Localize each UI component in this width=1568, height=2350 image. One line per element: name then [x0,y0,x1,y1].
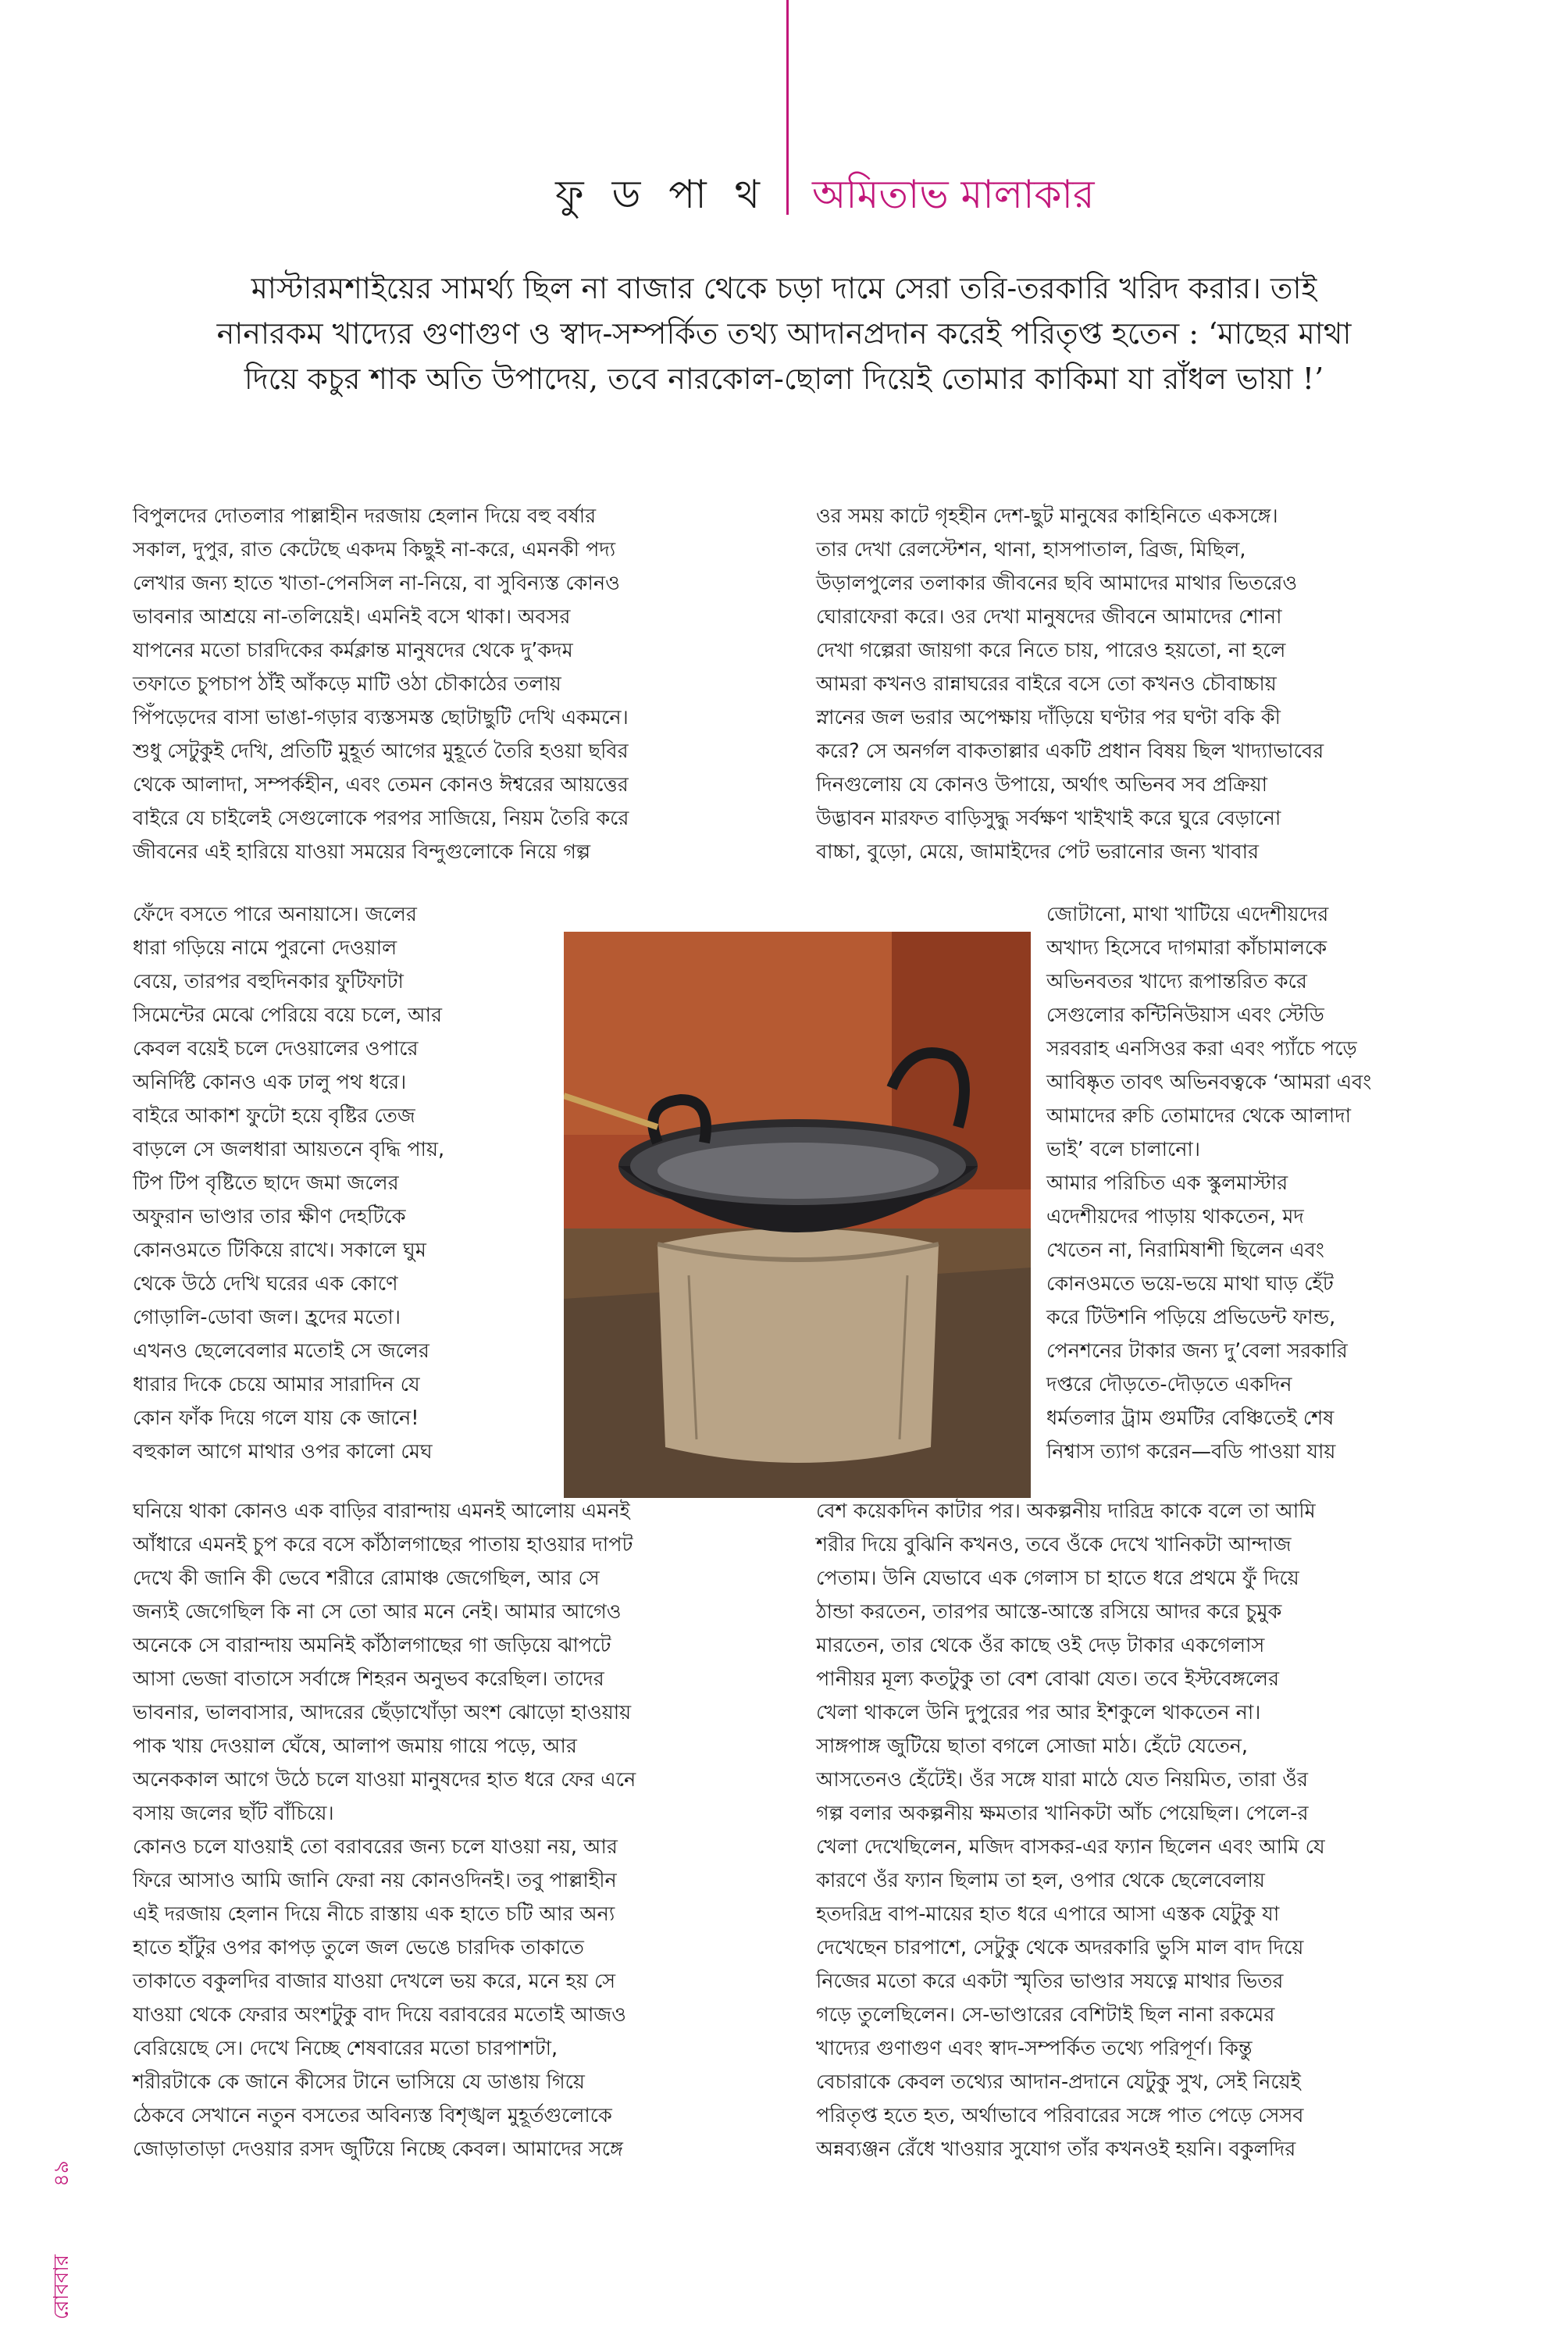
text-line: স্নানের জল ভরার অপেক্ষায় দাঁড়িয়ে ঘণ্টার পর ঘণ্টা বকি কী [816,706,1281,729]
text-line: ফিরে আসাও আমি জানি ফেরা নয় কোনওদিনই। তবু পাল্লাহীন [133,1869,617,1892]
text-line: ঘনিয়ে থাকা কোনও এক বাড়ির বারান্দায় এমনই আলোয় এমনই [133,1500,630,1523]
text-line: বসায় জলের ছাঁট বাঁচিয়ে। [133,1802,334,1825]
text-line: খেলা থাকলে উনি দুপুরের পর আর ইশকুলে থাকতেন না। [816,1701,1261,1724]
text-line: অখাদ্য হিসেবে দাগমারা কাঁচামালকে [1046,936,1327,960]
text-line: থেকে উঠে দেখি ঘরের এক কোণে [133,1272,398,1296]
text-line: এই দরজায় হেলান দিয়ে নীচে রাস্তায় এক হাতে চটি আর অন্য [133,1902,615,1926]
text-line: ধারার দিকে চেয়ে আমার সারাদিন যে [133,1373,420,1396]
text-line: আমরা কখনও রান্নাঘরের বাইরে বসে তো কখনও চৌবাচ্চায় [816,672,1277,696]
text-line: অফুরান ভাণ্ডার তার ক্ষীণ দেহটিকে [133,1205,406,1228]
standfirst-line: মাস্টারমশাইয়ের সামর্থ্য ছিল না বাজার থেকে চড়া দামে সেরা তরি-তরকারি খরিদ করার। তাই [251,271,1317,305]
text-line: ফেঁদে বসতে পারে অনায়াসে। জলের [133,903,417,926]
text-line: আবিষ্কৃত তাবৎ অভিনবত্বকে ‘আমরা এবং [1046,1071,1372,1094]
text-line: কোনওমতে টিকিয়ে রাখে। সকালে ঘুম [133,1239,426,1262]
text-line: নিশ্বাস ত্যাগ করেন—বডি পাওয়া যায় [1046,1440,1336,1464]
page-folio [45,2124,77,2343]
text-line: মারতেন, তার থেকে ওঁর কাছে ওই দেড় টাকার একগেলাস [816,1634,1265,1657]
column-name: ফু ড পা থ [555,172,768,217]
text-line: বেশ কয়েকদিন কাটার পর। অকল্পনীয় দারিদ্র কাকে বলে তা আমি [816,1500,1316,1523]
text-line: যাপনের মতো চারদিকের কর্মক্লান্ত মানুষদের থেকে দু’কদম [133,639,573,662]
text-line: অনেকে সে বারান্দায় অমনিই কাঁঠালগাছের গা জড়িয়ে ঝাপটে [133,1634,611,1657]
text-line: কোনওমতে ভয়ে-ভয়ে মাথা ঘাড় হেঁট [1046,1272,1334,1296]
text-line: করে? সে অনর্গল বাকতাল্লার একটি প্রধান বিষয় ছিল খাদ্যাভাবের [816,740,1324,763]
text-line: করে টিউশনি পড়িয়ে প্রভিডেন্ট ফান্ড, [1046,1306,1336,1329]
standfirst-line: দিয়ে কচুর শাক অতি উপাদেয়, তবে নারকোল-ছোলা দিয়েই তোমার কাকিমা যা রাঁধল ভায়া !’ [244,362,1324,396]
photo-karai-on-clay-stove [564,932,1031,1498]
text-line: বাইরে যে চাইলেই সেগুলোকে পরপর সাজিয়ে, নিয়ম তৈরি করে [133,807,629,830]
text-line: পাক খায় দেওয়াল ঘেঁষে, আলাপ জমায় গায়ে পড়ে, আর [133,1735,577,1758]
column-1-beside-photo [133,898,547,1469]
text-line: পিঁপড়েদের বাসা ভাঙা-গড়ার ব্যস্তসমস্ত ছোটাছুটি দেখি একমনে। [133,706,629,729]
text-line: উদ্ভাবন মারফত বাড়িসুদ্ধু সর্বক্ষণ খাইখাই করে ঘুরে বেড়ানো [816,807,1281,830]
text-line: থেকে আলাদা, সম্পর্কহীন, এবং তেমন কোনও ঈশ্বরের আয়ত্তের [133,773,629,797]
text-line: জীবনের এই হারিয়ে যাওয়া সময়ের বিন্দুগুলোকে নিয়ে গল্প [133,840,591,864]
text-line: খেলা দেখেছিলেন, মজিদ বাসকর-এর ফ্যান ছিলেন এবং আমি যে [816,1835,1325,1859]
magazine-name: রোববার [50,2254,73,2320]
text-line: পানীয়র মূল্য কতটুকু তা বেশ বোঝা যেত। তবে ইস্টবেঙ্গলের [816,1667,1280,1691]
column-2-bottom [816,1495,1456,2166]
text-line: লেখার জন্য হাতে খাতা-পেনসিল না-নিয়ে, বা সুবিন্যস্ত কোনও [133,572,620,595]
column-2-top [816,500,1441,869]
standfirst-line: নানারকম খাদ্যের গুণাগুণ ও স্বাদ-সম্পর্কিত তথ্য আদানপ্রদান করেই পরিতৃপ্ত হতেন : ‘মাছের মাথা [216,316,1352,351]
text-line: ঠেকবে সেখানে নতুন বসতের অবিন্যস্ত বিশৃঙ্খল মুহূর্তগুলোকে [133,2104,612,2127]
text-line: অনেককাল আগে উঠে চলে যাওয়া মানুষদের হাত ধরে ফের এনে [133,1768,636,1792]
text-line: গড়ে তুলেছিলেন। সে-ভাণ্ডারের বেশিটাই ছিল নানা রকমের [816,2003,1275,2027]
text-line: ধারা গড়িয়ে নামে পুরনো দেওয়াল [133,936,397,960]
text-line: জোড়াতাড়া দেওয়ার রসদ জুটিয়ে নিচ্ছে কেবল। আমাদের সঙ্গে [133,2138,623,2161]
text-line: জন্যই জেগেছিল কি না সে তো আর মনে নেই। আমার আগেও [133,1600,622,1624]
text-line: বেয়ে, তারপর বহুদিনকার ফুটিফাটা [133,970,404,993]
text-line: জোটানো, মাথা খাটিয়ে এদেশীয়দের [1046,903,1329,926]
text-line: শরীর দিয়ে বুঝিনি কখনও, তবে ওঁকে দেখে খানিকটা আন্দাজ [816,1533,1292,1557]
text-line: তার দেখা রেলস্টেশন, থানা, হাসপাতাল, ব্রিজ, মিছিল, [816,538,1246,562]
text-line: সেগুলোর কন্টিনিউয়াস এবং স্টেডি [1046,1004,1324,1027]
text-line: বাচ্চা, বুড়ো, মেয়ে, জামাইদের পেট ভরানোর জন্য খাবার [816,840,1260,864]
text-line: কেবল বয়েই চলে দেওয়ালের ওপারে [133,1037,419,1061]
text-line: আসা ভেজা বাতাসে সর্বাঙ্গে শিহরন অনুভব করেছিল। তাদের [133,1667,604,1691]
text-line: এখনও ছেলেবেলার মতোই সে জলের [133,1339,429,1363]
text-line: আঁধারে এমনই চুপ করে বসে কাঁঠালগাছের পাতায় হাওয়ার দাপট [133,1533,633,1557]
text-line: কোনও চলে যাওয়াই তো বরাবরের জন্য চলে যাওয়া নয়, আর [133,1835,618,1859]
text-line: অন্নব্যঞ্জন রেঁধে খাওয়ার সুযোগ তাঁর কখনওই হয়নি। বকুলদির [816,2138,1296,2161]
text-line: দিনগুলোয় যে কোনও উপায়ে, অর্থাৎ অভিনব সব প্রক্রিয়া [816,773,1267,797]
text-line: টিপ টিপ বৃষ্টিতে ছাদে জমা জলের [133,1171,399,1195]
text-line: কারণে ওঁর ফ্যান ছিলাম তা হল, ওপার থেকে ছেলেবেলায় [816,1869,1265,1892]
text-line: সকাল, দুপুর, রাত কেটেছে একদম কিছুই না-করে, এমনকী পদ্য [133,538,616,562]
page-number: ৪৯ [50,2160,73,2187]
text-line: উড়ালপুলের তলাকার জীবনের ছবি আমাদের মাথার ভিতরেও [816,572,1298,595]
text-line: শরীরটাকে কে জানে কীসের টানে ভাসিয়ে যে ডাঙায় গিয়ে [133,2070,585,2094]
text-line: তাকাতে বকুলদির বাজার যাওয়া দেখলে ভয় করে, মনে হয় সে [133,1970,616,1993]
text-line: ওর সময় কাটে গৃহহীন দেশ-ছুট মানুষের কাহিনিতে একসঙ্গে। [816,505,1278,528]
column-1-top [133,500,734,869]
text-line: যাওয়া থেকে ফেরার অংশটুকু বাদ দিয়ে বরাবরের মতোই আজও [133,2003,626,2027]
text-line: বাড়লে সে জলধারা আয়তনে বৃদ্ধি পায়, [133,1138,445,1161]
text-line: বেচারাকে কেবল তথ্যের আদান-প্রদানে যেটুকু সুখ, সেই নিয়েই [816,2070,1301,2094]
text-line: এদেশীয়দের পাড়ায় থাকতেন, মদ [1046,1205,1304,1228]
text-line: ধর্মতলার ট্রাম গুমটির বেঞ্চিতেই শেষ [1046,1407,1335,1430]
text-line: অনির্দিষ্ট কোনও এক ঢালু পথ ধরে। [133,1071,407,1094]
text-line: কোন ফাঁক দিয়ে গলে যায় কে জানে! [133,1407,419,1430]
text-line: বাইরে আকাশ ফুটো হয়ে বৃষ্টির তেজ [133,1104,415,1128]
text-line: ভাবনার আশ্রয়ে না-তলিয়েই। এমনিই বসে থাকা। অবসর [133,605,571,629]
text-line: ভাই’ বলে চালানো। [1046,1138,1200,1161]
text-line: সিমেন্টের মেঝে পেরিয়ে বয়ে চলে, আর [133,1004,443,1027]
text-line: পরিতৃপ্ত হতে হত, অর্থাভাবে পরিবারের সঙ্গে পাত পেড়ে সেসব [816,2104,1304,2127]
text-line: অভিনবতর খাদ্যে রূপান্তরিত করে [1046,970,1307,993]
text-line: দেখা গল্পেরা জায়গা করে নিতে চায়, পারেও হয়তো, না হলে [816,639,1286,662]
text-line: পেনশনের টাকার জন্য দু’বেলা সরকারি [1046,1339,1348,1363]
text-line: খাদ্যের গুণাগুণ এবং স্বাদ-সম্পর্কিত তথ্যে পরিপূর্ণ। কিন্তু [816,2037,1253,2060]
text-line: নিজের মতো করে একটা স্মৃতির ভাণ্ডার সযত্নে মাথার ভিতর [816,1970,1284,1993]
text-line: গোড়ালি-ডোবা জল। হ্রদের মতো। [133,1306,401,1329]
standfirst [117,266,1451,401]
text-line: গল্প বলার অকল্পনীয় ক্ষমতার খানিকটা আঁচ পেয়েছিল। পেলে-র [816,1802,1309,1825]
author-name: অমিতাভ মালাকার [812,172,1095,217]
text-line: পেতাম। উনি যেভাবে এক গেলাস চা হাতে ধরে প্রথমে ফুঁ দিয়ে [816,1567,1299,1590]
text-line: সরবরাহ এনসিওর করা এবং প্যাঁচে পড়ে [1046,1037,1357,1061]
text-line: দেখে কী জানি কী ভেবে শরীরে রোমাঞ্চ জেগেছিল, আর সে [133,1567,600,1590]
column-header [0,166,1568,228]
text-line: দেখেছেন চারপাশে, সেটুকু থেকে অদরকারি ভুসি মাল বাদ দিয়ে [816,1936,1304,1960]
text-line: বেরিয়েছে সে। দেখে নিচ্ছে শেষবারের মতো চারপাশটা, [133,2037,558,2060]
text-line: আসতেনও হেঁটেই। ওঁর সঙ্গে যারা মাঠে যেত নিয়মিত, তারা ওঁর [816,1768,1309,1792]
text-line: বিপুলদের দোতলার পাল্লাহীন দরজায় হেলান দিয়ে বহু বর্ষার [133,505,597,528]
text-line: ঠান্ডা করতেন, তারপর আস্তে-আস্তে রসিয়ে আদর করে চুমুক [816,1600,1282,1624]
text-line: শুধু সেটুকুই দেখি, প্রতিটি মুহূর্ত আগের মুহূর্তে তৈরি হওয়া ছবির [133,740,629,763]
column-2-beside-photo [1046,898,1452,1469]
column-1-bottom [133,1495,750,2166]
text-line: দপ্তরে দৌড়তে-দৌড়তে একদিন [1046,1373,1292,1396]
text-line: আমার পরিচিত এক স্কুলমাস্টার [1046,1171,1288,1195]
text-line: তফাতে চুপচাপ ঠাঁই আঁকড়ে মাটি ওঠা চৌকাঠের তলায় [133,672,561,696]
text-line: হতদরিদ্র বাপ-মায়ের হাত ধরে এপারে আসা এস্তক যেটুকু যা [816,1902,1280,1926]
text-line: হাতে হাঁটুর ওপর কাপড় তুলে জল ভেঙে চারদিক তাকাতে [133,1936,584,1960]
text-line: আমাদের রুচি তোমাদের থেকে আলাদা [1046,1104,1351,1128]
text-line: ভাবনার, ভালবাসার, আদরের ছেঁড়াখোঁড়া অংশ ঝোড়ো হাওয়ায় [133,1701,632,1724]
text-line: বহুকাল আগে মাথার ওপর কালো মেঘ [133,1440,433,1464]
text-line: সাঙ্গপাঙ্গ জুটিয়ে ছাতা বগলে সোজা মাঠ। হেঁটে যেতেন, [816,1735,1249,1758]
text-line: ঘোরাফেরা করে। ওর দেখা মানুষদের জীবনে আমাদের শোনা [816,605,1282,629]
text-line: খেতেন না, নিরামিষাশী ছিলেন এবং [1046,1239,1324,1262]
